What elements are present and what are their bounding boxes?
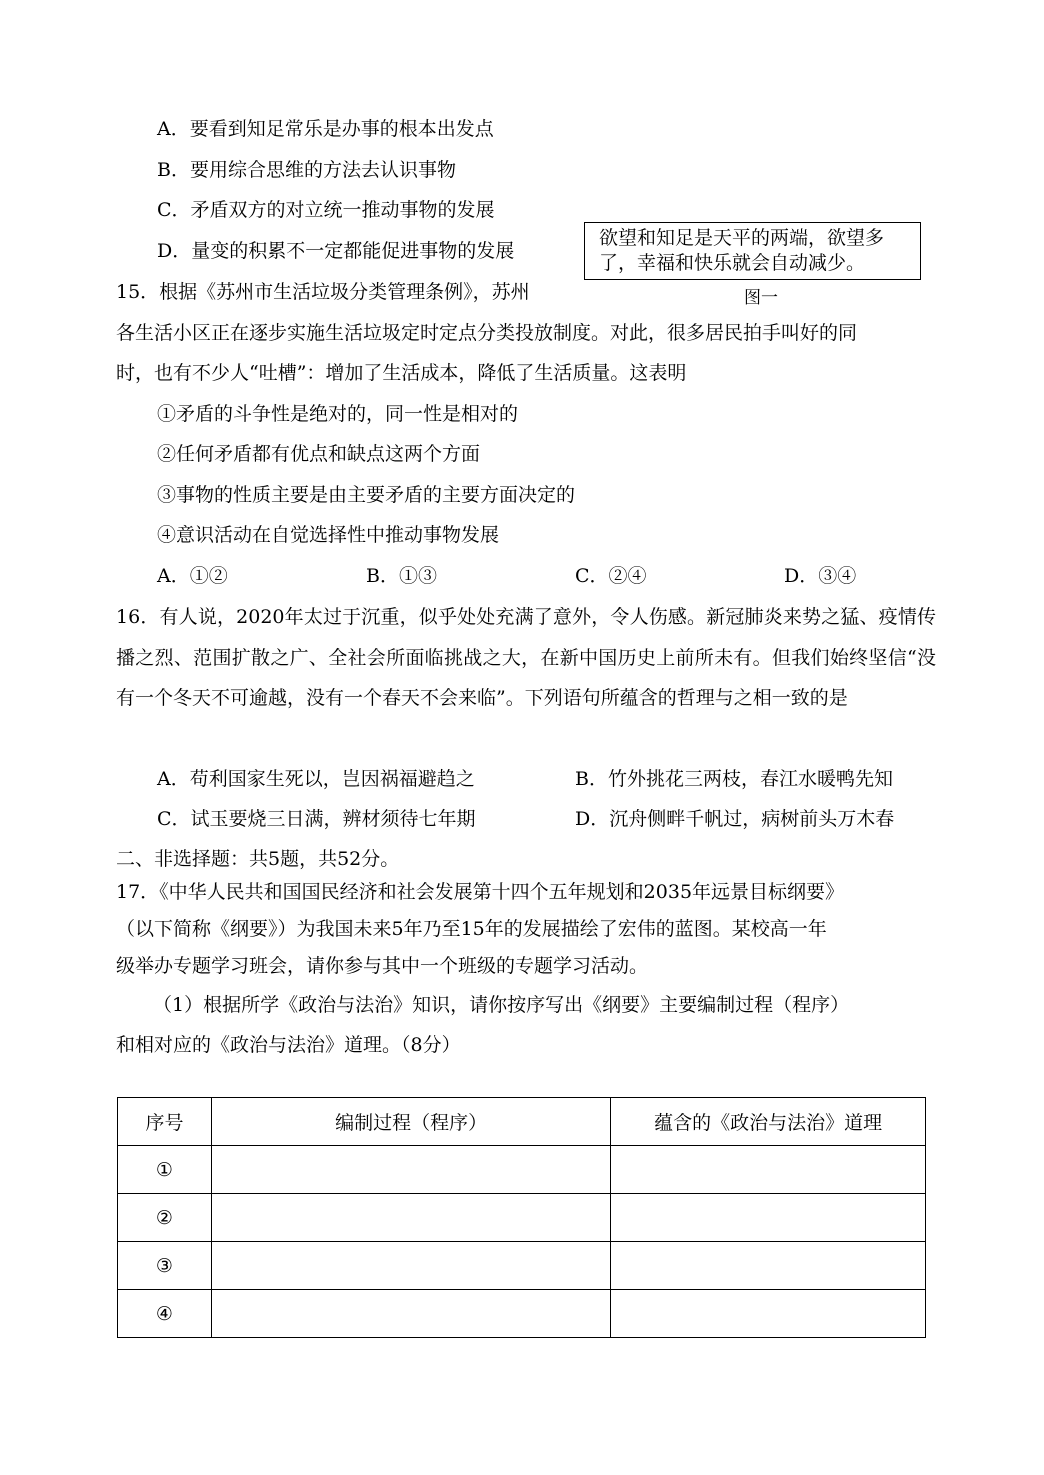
q15-choice-d: D．③④ bbox=[784, 565, 857, 587]
q14-option-a: A．要看到知足常乐是办事的根本出发点 bbox=[157, 118, 494, 140]
q16-option-d: D．沉舟侧畔千帆过，病树前头万木春 bbox=[575, 808, 895, 830]
table-row bbox=[118, 1242, 926, 1290]
principle-answer-cell[interactable] bbox=[611, 1146, 926, 1194]
principle-answer-cell[interactable] bbox=[611, 1242, 926, 1290]
compilation-process-table bbox=[117, 1097, 926, 1338]
row-serial: ② bbox=[118, 1194, 212, 1242]
q15-statement-2: ②任何矛盾都有优点和缺点这两个方面 bbox=[157, 443, 481, 465]
table-row bbox=[118, 1146, 926, 1194]
table-row bbox=[118, 1290, 926, 1338]
table-row bbox=[118, 1194, 926, 1242]
q15-choice-b: B．①③ bbox=[366, 565, 437, 587]
q15-choice-c: C．②④ bbox=[575, 565, 647, 587]
q14-option-c: C．矛盾双方的对立统一推动事物的发展 bbox=[157, 199, 495, 221]
q15-stem-line2: 各生活小区正在逐步实施生活垃圾定时定点分类投放制度。对此，很多居民拍手叫好的同 bbox=[116, 322, 858, 344]
section-two-heading: 二、非选择题：共5题，共52分。 bbox=[116, 848, 400, 870]
q16-option-a: A．苟利国家生死以，岂因祸福避趋之 bbox=[157, 768, 475, 790]
q16-option-c: C．试玉要烧三日满，辨材须待七年期 bbox=[157, 808, 476, 830]
q17-stem-line3: 级举办专题学习班会，请你参与其中一个班级的专题学习活动。 bbox=[116, 955, 649, 977]
q17-sub1-line1: （1）根据所学《政治与法治》知识，请你按序写出《纲要》主要编制过程（程序） bbox=[153, 994, 850, 1016]
q14-option-b: B．要用综合思维的方法去认识事物 bbox=[157, 159, 456, 181]
header-principle: 蕴含的《政治与法治》道理 bbox=[611, 1098, 926, 1146]
q17-sub1-line2: 和相对应的《政治与法治》道理。（8分） bbox=[116, 1034, 461, 1056]
q17-stem-line1: 17．《中华人民共和国国民经济和社会发展第十四个五年规划和2035年远景目标纲要》 bbox=[116, 881, 845, 903]
q15-statement-3: ③事物的性质主要是由主要矛盾的主要方面决定的 bbox=[157, 484, 576, 506]
process-answer-cell[interactable] bbox=[211, 1290, 610, 1338]
q15-statement-1: ①矛盾的斗争性是绝对的，同一性是相对的 bbox=[157, 403, 519, 425]
q15-stem-line1: 15．根据《苏州市生活垃圾分类管理条例》，苏州 bbox=[116, 281, 530, 303]
table-header-row bbox=[118, 1098, 926, 1146]
process-answer-cell[interactable] bbox=[211, 1242, 610, 1290]
q14-option-d: D．量变的积累不一定都能促进事物的发展 bbox=[157, 240, 515, 262]
figure-one-text: 欲望和知足是天平的两端，欲望多了，幸福和快乐就会自动减少。 bbox=[599, 227, 885, 274]
header-serial: 序号 bbox=[118, 1098, 212, 1146]
q15-stem-line3: 时，也有不少人“吐槽”：增加了生活成本，降低了生活质量。这表明 bbox=[116, 362, 687, 384]
q16-stem: 16．有人说，2020年太过于沉重，似乎处处充满了意外，令人伤感。新冠肺炎来势之猛、疫情传播之烈、范围扩散之广、全社会所面临挑战之大，在新中国历史上前所未有。但我们始终坚信“没有一个冬天不可逾越，没有一个春天不会来临”。下列语句所蕴含的哲理与之相一致的是 bbox=[116, 606, 936, 710]
figure-one-caption: 图一 bbox=[744, 288, 778, 308]
row-serial: ④ bbox=[118, 1290, 212, 1338]
header-process: 编制过程（程序） bbox=[211, 1098, 610, 1146]
row-serial: ① bbox=[118, 1146, 212, 1194]
process-answer-cell[interactable] bbox=[211, 1194, 610, 1242]
q16-option-b: B．竹外挑花三两枝，春江水暖鸭先知 bbox=[575, 768, 893, 790]
principle-answer-cell[interactable] bbox=[611, 1290, 926, 1338]
row-serial: ③ bbox=[118, 1242, 212, 1290]
q15-statement-4: ④意识活动在自觉选择性中推动事物发展 bbox=[157, 524, 500, 546]
figure-one-box bbox=[584, 222, 921, 280]
process-answer-cell[interactable] bbox=[211, 1146, 610, 1194]
q17-stem-line2: （以下简称《纲要》）为我国未来5年乃至15年的发展描绘了宏伟的蓝图。某校高一年 bbox=[116, 918, 827, 940]
principle-answer-cell[interactable] bbox=[611, 1194, 926, 1242]
q15-choice-a: A．①② bbox=[157, 565, 228, 587]
